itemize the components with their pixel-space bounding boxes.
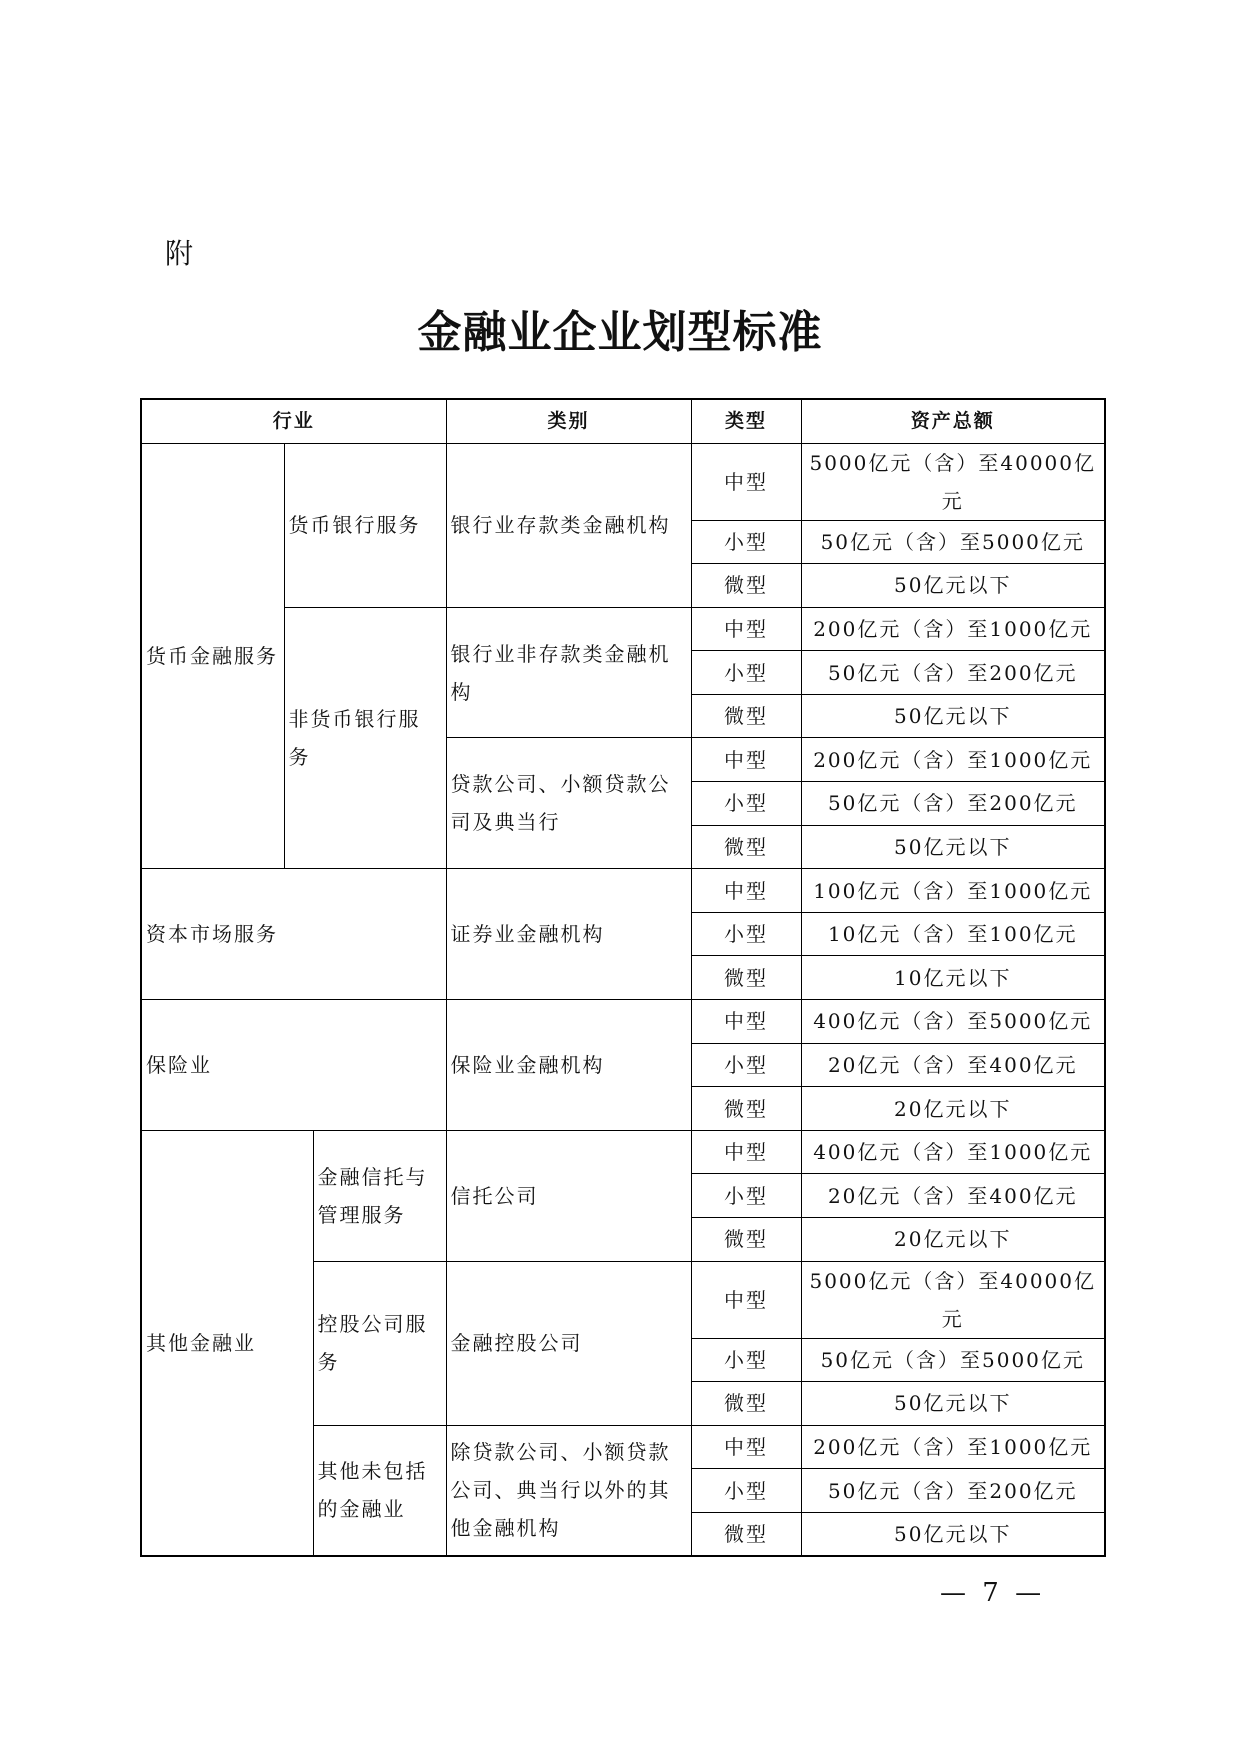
type-cell: 微型 [691, 1382, 801, 1426]
type-cell: 中型 [691, 1425, 801, 1469]
table-row [141, 1130, 1105, 1174]
type-cell: 微型 [691, 1087, 801, 1131]
type-cell: 微型 [691, 1512, 801, 1556]
type-cell: 中型 [691, 1130, 801, 1174]
type-cell: 中型 [691, 607, 801, 651]
classification-table [140, 398, 1106, 1557]
table-header-row [141, 399, 1105, 443]
asset-cell: 20亿元以下 [801, 1087, 1105, 1131]
table-row [141, 869, 1105, 913]
asset-cell: 50亿元（含）至200亿元 [801, 651, 1105, 695]
asset-cell: 200亿元（含）至1000亿元 [801, 607, 1105, 651]
asset-cell: 50亿元（含）至5000亿元 [801, 1338, 1105, 1382]
asset-cell: 50亿元（含）至200亿元 [801, 782, 1105, 826]
asset-cell: 200亿元（含）至1000亿元 [801, 1425, 1105, 1469]
type-cell: 中型 [691, 1261, 801, 1338]
type-cell: 小型 [691, 1469, 801, 1513]
asset-cell: 400亿元（含）至5000亿元 [801, 1000, 1105, 1044]
industry-cell: 其他金融业 [141, 1130, 313, 1556]
sub-industry-cell: 货币银行服务 [284, 443, 446, 607]
header-category: 类别 [446, 399, 691, 443]
asset-cell: 10亿元（含）至100亿元 [801, 912, 1105, 956]
sub-industry-cell: 控股公司服务 [313, 1261, 446, 1425]
asset-cell: 50亿元以下 [801, 1382, 1105, 1426]
type-cell: 小型 [691, 1338, 801, 1382]
header-assets: 资产总额 [801, 399, 1105, 443]
type-cell: 小型 [691, 782, 801, 826]
asset-cell: 50亿元以下 [801, 825, 1105, 869]
asset-cell: 50亿元以下 [801, 564, 1105, 608]
asset-cell: 20亿元以下 [801, 1218, 1105, 1262]
asset-cell: 10亿元以下 [801, 956, 1105, 1000]
sub-industry-cell: 非货币银行服务 [284, 607, 446, 869]
asset-cell: 50亿元（含）至200亿元 [801, 1469, 1105, 1513]
header-type: 类型 [691, 399, 801, 443]
header-industry: 行业 [141, 399, 446, 443]
category-cell: 除贷款公司、小额贷款公司、典当行以外的其他金融机构 [446, 1425, 691, 1556]
category-cell: 保险业金融机构 [446, 1000, 691, 1131]
category-cell: 银行业非存款类金融机构 [446, 607, 691, 738]
industry-cell: 保险业 [141, 1000, 446, 1131]
asset-cell: 50亿元以下 [801, 1512, 1105, 1556]
asset-cell: 20亿元（含）至400亿元 [801, 1174, 1105, 1218]
asset-cell: 200亿元（含）至1000亿元 [801, 738, 1105, 782]
type-cell: 微型 [691, 1218, 801, 1262]
industry-cell: 资本市场服务 [141, 869, 446, 1000]
category-cell: 证券业金融机构 [446, 869, 691, 1000]
table-row [141, 607, 1105, 651]
asset-cell: 5000亿元（含）至40000亿元 [801, 1261, 1105, 1338]
sub-industry-cell: 其他未包括的金融业 [313, 1425, 446, 1556]
type-cell: 小型 [691, 1043, 801, 1087]
asset-cell: 20亿元（含）至400亿元 [801, 1043, 1105, 1087]
table-row [141, 443, 1105, 520]
table-row [141, 1000, 1105, 1044]
category-cell: 银行业存款类金融机构 [446, 443, 691, 607]
category-cell: 贷款公司、小额贷款公司及典当行 [446, 738, 691, 869]
type-cell: 小型 [691, 912, 801, 956]
type-cell: 小型 [691, 651, 801, 695]
category-cell: 金融控股公司 [446, 1261, 691, 1425]
industry-cell: 货币金融服务 [141, 443, 284, 869]
page-number: — 7 — [940, 1578, 1046, 1608]
sub-industry-cell: 金融信托与管理服务 [313, 1130, 446, 1261]
type-cell: 微型 [691, 956, 801, 1000]
type-cell: 中型 [691, 1000, 801, 1044]
asset-cell: 50亿元以下 [801, 694, 1105, 738]
type-cell: 微型 [691, 694, 801, 738]
asset-cell: 50亿元（含）至5000亿元 [801, 520, 1105, 564]
type-cell: 中型 [691, 738, 801, 782]
asset-cell: 100亿元（含）至1000亿元 [801, 869, 1105, 913]
type-cell: 微型 [691, 825, 801, 869]
asset-cell: 400亿元（含）至1000亿元 [801, 1130, 1105, 1174]
type-cell: 微型 [691, 564, 801, 608]
annex-label: 附 [165, 237, 194, 270]
type-cell: 小型 [691, 1174, 801, 1218]
type-cell: 小型 [691, 520, 801, 564]
category-cell: 信托公司 [446, 1130, 691, 1261]
asset-cell: 5000亿元（含）至40000亿元 [801, 443, 1105, 520]
type-cell: 中型 [691, 443, 801, 520]
page-title: 金融业企业划型标准 [417, 307, 823, 358]
type-cell: 中型 [691, 869, 801, 913]
